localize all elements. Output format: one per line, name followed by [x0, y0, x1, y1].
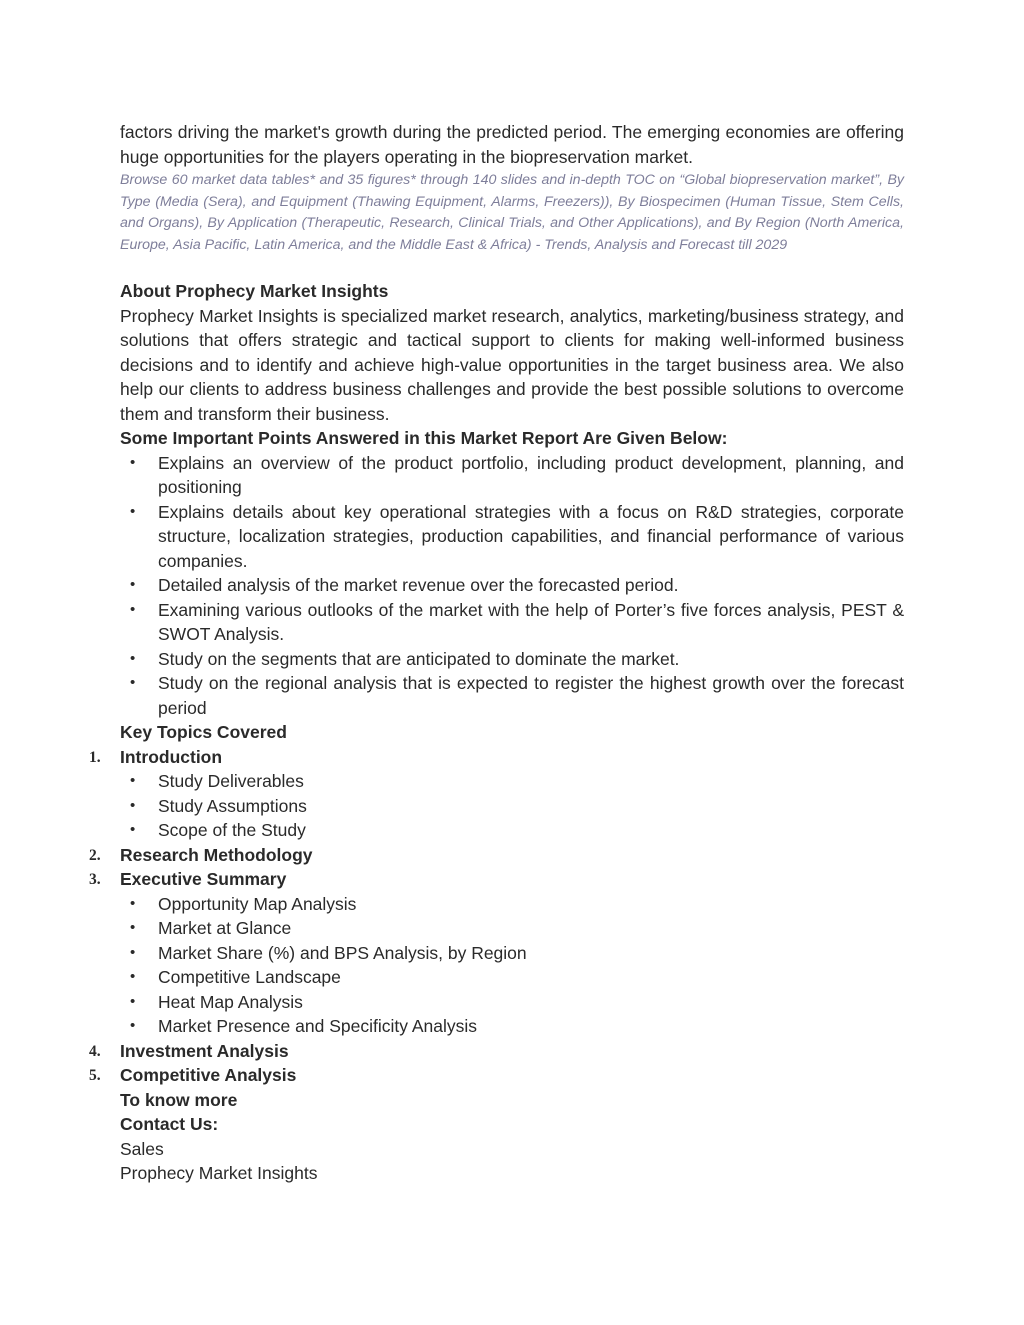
list-item [120, 892, 904, 917]
list-item [120, 916, 904, 941]
list-item [120, 598, 904, 647]
list-item-text: Detailed analysis of the market revenue over the forecasted period. [158, 575, 679, 596]
about-heading: About Prophecy Market Insights [120, 281, 389, 302]
list-item-text: Study on the regional analysis that is expected to register the highest growth over the forecast period [158, 673, 904, 718]
topic-investment-analysis [89, 1039, 904, 1064]
topic-research-methodology [89, 843, 904, 868]
list-item-text: Examining various outlooks of the market with the help of Porter’s five forces analysis, PEST & SWOT Analysis. [158, 599, 904, 645]
topic-title: Executive Summary [120, 869, 287, 890]
bullet-icon: • [130, 992, 136, 1010]
topic-sublist [120, 892, 904, 1039]
list-item [120, 965, 904, 990]
contact-sales: Sales [120, 1138, 164, 1159]
bullet-icon: • [130, 674, 136, 692]
topic-executive-summary [89, 867, 904, 892]
topic-introduction [89, 745, 904, 770]
list-item-text: Market Presence and Specificity Analysis [158, 1016, 478, 1037]
section-spacer [120, 256, 904, 279]
intro-paragraph: factors driving the market's growth during the predicted period. The emerging economies are offering huge opportunities for the players operating in the biopreservation market. [120, 122, 904, 167]
topic-number: 4. [89, 1042, 101, 1060]
list-item [120, 671, 904, 720]
list-item [120, 573, 904, 598]
list-item [120, 794, 904, 819]
document-page [89, 120, 904, 1186]
topic-competitive-analysis [89, 1063, 904, 1088]
know-more-heading: To know more [120, 1089, 238, 1110]
topic-title: Introduction [120, 746, 223, 767]
topic-number: 1. [89, 748, 101, 766]
bullet-icon: • [130, 772, 136, 790]
key-topics-heading: Key Topics Covered [120, 722, 287, 743]
bullet-icon: • [130, 649, 136, 667]
list-item [120, 818, 904, 843]
list-item-text: Opportunity Map Analysis [158, 893, 357, 914]
list-item-text: Market at Glance [158, 918, 292, 939]
bullet-icon: • [130, 821, 136, 839]
list-item [120, 990, 904, 1015]
list-item-text: Explains an overview of the product portfolio, including product development, planning, and positioning [158, 452, 904, 498]
bullet-icon: • [130, 576, 136, 594]
topic-title: Competitive Analysis [120, 1065, 297, 1086]
list-item-text: Competitive Landscape [158, 967, 341, 988]
bullet-icon: • [130, 796, 136, 814]
topic-sublist [120, 769, 904, 843]
list-item-text: Study on the segments that are anticipated to dominate the market. [158, 648, 680, 669]
list-item-text: Study Assumptions [158, 795, 307, 816]
points-list [120, 451, 904, 721]
bullet-icon: • [130, 1017, 136, 1035]
contact-company: Prophecy Market Insights [120, 1163, 318, 1184]
points-heading: Some Important Points Answered in this Market Report Are Given Below: [120, 428, 728, 449]
topic-number: 3. [89, 871, 101, 889]
list-item [120, 647, 904, 672]
bullet-icon: • [130, 600, 136, 618]
bullet-icon: • [130, 968, 136, 986]
topic-title: Research Methodology [120, 844, 313, 865]
browse-note: Browse 60 market data tables* and 35 figures* through 140 slides and in-depth TOC on “Global biopreservation market”, By Type (Media (Sera), and Equipment (Thawing Equipment, Alarms, Freezers)), By Biospecimen (Human Tissue, Stem Cells, and Organs), By Application (Therapeutic, Research, Clinical Trials, and Other Applications), and By Region (North America, Europe, Asia Pacific, Latin America, and the Middle East & Africa) - Trends, Analysis and Forecast till 2029 [120, 172, 904, 253]
list-item [120, 451, 904, 500]
topic-title: Investment Analysis [120, 1040, 289, 1061]
topic-number: 2. [89, 846, 101, 864]
bullet-icon: • [130, 919, 136, 937]
list-item-text: Explains details about key operational strategies with a focus on R&D strategies, corporate structure, localization strategies, production capabilities, and financial performance of various companies. [158, 501, 904, 571]
contact-heading: Contact Us: [120, 1114, 219, 1135]
list-item [120, 941, 904, 966]
about-paragraph: Prophecy Market Insights is specialized market research, analytics, marketing/business strategy, and solutions that offers strategic and tactical support to clients for making well-informed business decisions and to identify and achieve high-value opportunities in the target business area. We also help our clients to address business challenges and provide the best possible solutions to overcome them and transform their business. [120, 305, 904, 424]
list-item [120, 769, 904, 794]
list-item [120, 1014, 904, 1039]
list-item-text: Study Deliverables [158, 771, 304, 792]
bullet-icon: • [130, 502, 136, 520]
list-item-text: Heat Map Analysis [158, 991, 303, 1012]
bullet-icon: • [130, 943, 136, 961]
topic-number: 5. [89, 1067, 101, 1085]
list-item-text: Scope of the Study [158, 820, 306, 841]
list-item [120, 500, 904, 574]
list-item-text: Market Share (%) and BPS Analysis, by Region [158, 942, 527, 963]
bullet-icon: • [130, 453, 136, 471]
bullet-icon: • [130, 894, 136, 912]
